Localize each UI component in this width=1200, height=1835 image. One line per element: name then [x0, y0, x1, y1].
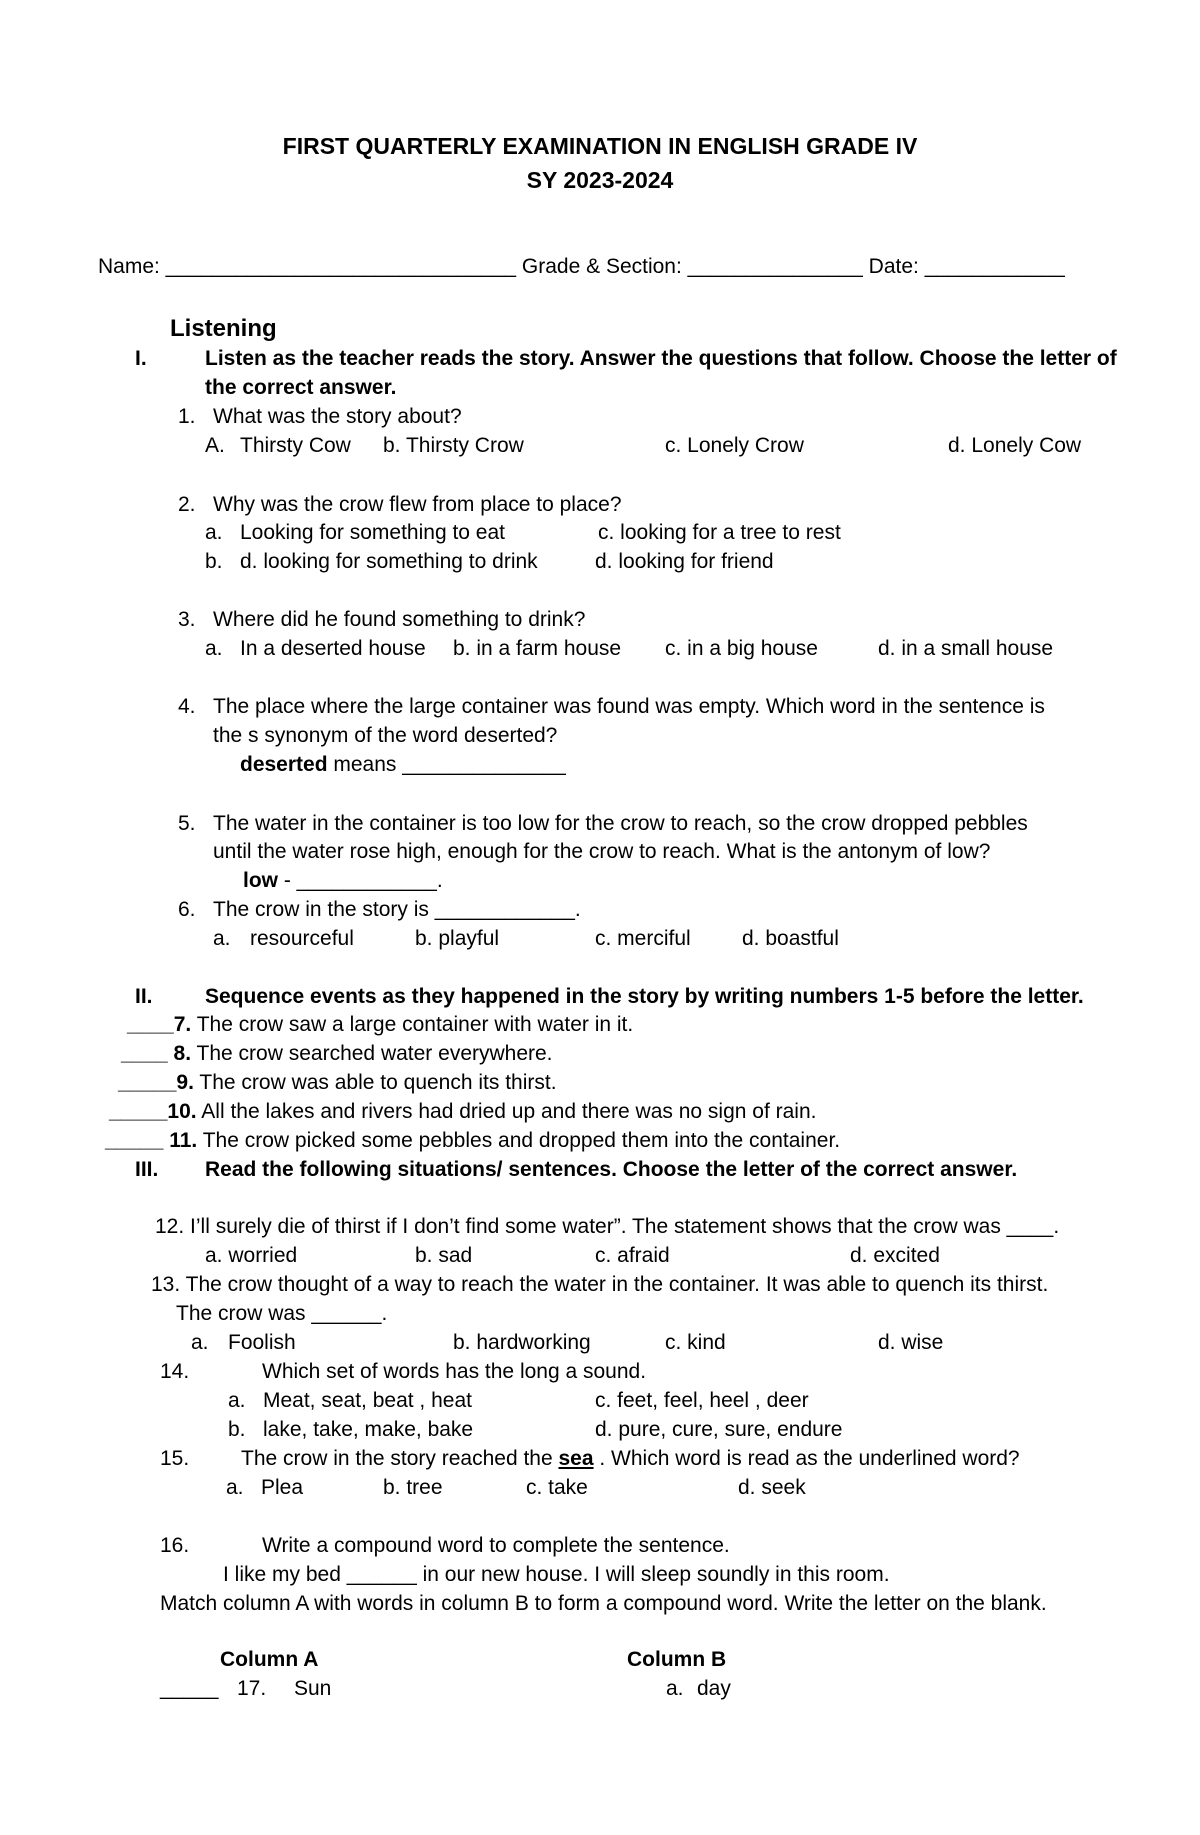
q6-option-a-letter: a. — [213, 927, 231, 950]
q14-option-a: Meat, seat, beat , heat — [263, 1389, 472, 1412]
q2-option-b: d. looking for something to drink — [240, 550, 538, 573]
column-a-header: Column A — [220, 1648, 319, 1671]
sequence-item-7-text: The crow saw a large container with water in it. — [191, 1013, 634, 1036]
q2-text: Why was the crow flew from place to place? — [213, 493, 622, 516]
q4-text-line2: the s synonym of the word deserted? — [213, 724, 558, 747]
part3-number: III. — [135, 1158, 159, 1181]
q6-option-b: b. playful — [415, 927, 500, 950]
q3-option-a-letter: a. — [205, 637, 223, 660]
q12-option-c: c. afraid — [595, 1244, 670, 1267]
q4-answer-line — [240, 751, 566, 779]
q12-option-b: b. sad — [415, 1244, 473, 1267]
q13-text-line1: 13. The crow thought of a way to reach the water in the container. It was able to quench its thirst. — [151, 1273, 1049, 1296]
q3-option-d: d. in a small house — [878, 637, 1054, 660]
q12-text: 12. I’ll surely die of thirst if I don’t find some water”. The statement shows that the crow was ____. — [155, 1215, 1060, 1238]
q16-sentence: I like my bed ______ in our new house. I will sleep soundly in this room. — [223, 1563, 890, 1586]
q14-option-a-letter: a. — [228, 1389, 246, 1412]
q2-option-d: d. looking for friend — [595, 550, 774, 573]
q1-text: What was the story about? — [213, 405, 462, 428]
q15-option-c: c. take — [526, 1476, 588, 1499]
q5-number: 5. — [178, 812, 196, 835]
q14-text: Which set of words has the long a sound. — [262, 1360, 647, 1383]
q17-column-a-word: Sun — [294, 1677, 332, 1700]
q4-blank: means ______________ — [327, 753, 566, 776]
q14-option-b: lake, take, make, bake — [263, 1418, 474, 1441]
q13-option-c: c. kind — [665, 1331, 726, 1354]
q14-option-c: c. feet, feel, heel , deer — [595, 1389, 809, 1412]
q12-option-a: a. worried — [205, 1244, 298, 1267]
match-instruction: Match column A with words in column B to form a compound word. Write the letter on the blank. — [160, 1592, 1047, 1615]
listening-heading: Listening — [170, 315, 277, 342]
sequence-item-7 — [127, 1011, 633, 1039]
q13-option-a-letter: a. — [191, 1331, 209, 1354]
q6-option-c: c. merciful — [595, 927, 691, 950]
q6-option-d: d. boastful — [742, 927, 839, 950]
sequence-item-8 — [121, 1040, 553, 1068]
q3-option-c: c. in a big house — [665, 637, 818, 660]
q5-text-line2: until the water rose high, enough for the crow to reach. What is the antonym of low? — [213, 840, 991, 863]
part2-number: II. — [135, 985, 153, 1008]
q5-blank: - ____________. — [278, 869, 443, 892]
sequence-item-11-text: The crow picked some pebbles and dropped them into the container. — [197, 1129, 841, 1152]
part3-instruction: Read the following situations/ sentences. Choose the letter of the correct answer. — [205, 1158, 1018, 1181]
part1-instruction-line2: the correct answer. — [205, 376, 397, 399]
q2-option-c: c. looking for a tree to rest — [598, 521, 841, 544]
sequence-item-10-text: All the lakes and rivers had dried up and there was no sign of rain. — [196, 1100, 817, 1123]
q4-text-line1: The place where the large container was found was empty. Which word in the sentence is — [213, 695, 1045, 718]
part1-instruction-line1: Listen as the teacher reads the story. Answer the questions that follow. Choose the letter of — [205, 347, 1117, 370]
sequence-item-9-text: The crow was able to quench its thirst. — [193, 1071, 557, 1094]
q1-option-c: c. Lonely Crow — [665, 434, 804, 457]
q3-option-a: In a deserted house — [240, 637, 426, 660]
part1-number: I. — [135, 347, 147, 370]
q3-option-b: b. in a farm house — [453, 637, 622, 660]
q17-number: 17. — [237, 1677, 267, 1700]
q13-text-line2: The crow was ______. — [176, 1302, 388, 1325]
sequence-item-8-text: The crow searched water everywhere. — [191, 1042, 553, 1065]
q1-number: 1. — [178, 405, 196, 428]
sequence-item-8-label: ____ 8. — [121, 1042, 192, 1065]
q1-option-b: b. Thirsty Crow — [383, 434, 524, 457]
q2-option-a-letter: a. — [205, 521, 223, 544]
q3-text: Where did he found something to drink? — [213, 608, 586, 631]
q5-answer-line — [243, 867, 443, 895]
q1-option-a-letter: A. — [205, 434, 225, 457]
q2-option-b-letter: b. — [205, 550, 223, 573]
q15-text-post: . Which word is read as the underlined word? — [593, 1447, 1020, 1470]
q6-number: 6. — [178, 898, 196, 921]
q14-option-d: d. pure, cure, sure, endure — [595, 1418, 843, 1441]
q17-column-b-letter: a. — [666, 1677, 684, 1700]
q1-option-a: Thirsty Cow — [240, 434, 351, 457]
exam-title: FIRST QUARTERLY EXAMINATION IN ENGLISH GRADE IV — [282, 133, 918, 159]
q5-text-line1: The water in the container is too low for the crow to reach, so the crow dropped pebbles — [213, 812, 1028, 835]
q15-number: 15. — [160, 1447, 190, 1470]
sequence-item-11 — [105, 1127, 840, 1155]
q15-text-pre: The crow in the story reached the — [241, 1447, 559, 1470]
sequence-item-7-label: ____7. — [127, 1013, 192, 1036]
q15-option-a: Plea — [261, 1476, 304, 1499]
q2-option-a: Looking for something to eat — [240, 521, 506, 544]
q17-column-b-word: day — [697, 1677, 731, 1700]
school-year: SY 2023-2024 — [526, 167, 674, 193]
sequence-item-10-label: _____10. — [109, 1100, 197, 1123]
q6-option-a: resourceful — [250, 927, 354, 950]
q14-option-b-letter: b. — [228, 1418, 246, 1441]
part2-instruction: Sequence events as they happened in the story by writing numbers 1-5 before the letter. — [205, 985, 1084, 1008]
q17-blank: _____ — [160, 1677, 219, 1700]
q4-keyword: deserted — [240, 753, 328, 776]
q13-option-b: b. hardworking — [453, 1331, 591, 1354]
q6-text: The crow in the story is ____________. — [213, 898, 581, 921]
q12-option-d: d. excited — [850, 1244, 940, 1267]
q15-underlined-word: sea — [558, 1447, 594, 1470]
name-grade-date-line: Name: ______________________________ Grade & Section: _______________ Date: ____________ — [98, 255, 1065, 278]
q16-number: 16. — [160, 1534, 190, 1557]
q13-option-a: Foolish — [228, 1331, 296, 1354]
sequence-item-11-label: _____ 11. — [105, 1129, 198, 1152]
sequence-item-10 — [109, 1098, 816, 1126]
q13-option-d: d. wise — [878, 1331, 944, 1354]
q15-option-a-letter: a. — [226, 1476, 244, 1499]
q4-number: 4. — [178, 695, 196, 718]
sequence-item-9-label: _____9. — [118, 1071, 194, 1094]
q16-text: Write a compound word to complete the sentence. — [262, 1534, 730, 1557]
q3-number: 3. — [178, 608, 196, 631]
q2-number: 2. — [178, 493, 196, 516]
q1-option-d: d. Lonely Cow — [948, 434, 1082, 457]
q15-option-b: b. tree — [383, 1476, 443, 1499]
q14-number: 14. — [160, 1360, 190, 1383]
q15-option-d: d. seek — [738, 1476, 806, 1499]
column-b-header: Column B — [627, 1648, 727, 1671]
sequence-item-9 — [118, 1069, 557, 1097]
q15-text — [241, 1445, 1020, 1473]
q5-keyword: low — [243, 869, 278, 892]
